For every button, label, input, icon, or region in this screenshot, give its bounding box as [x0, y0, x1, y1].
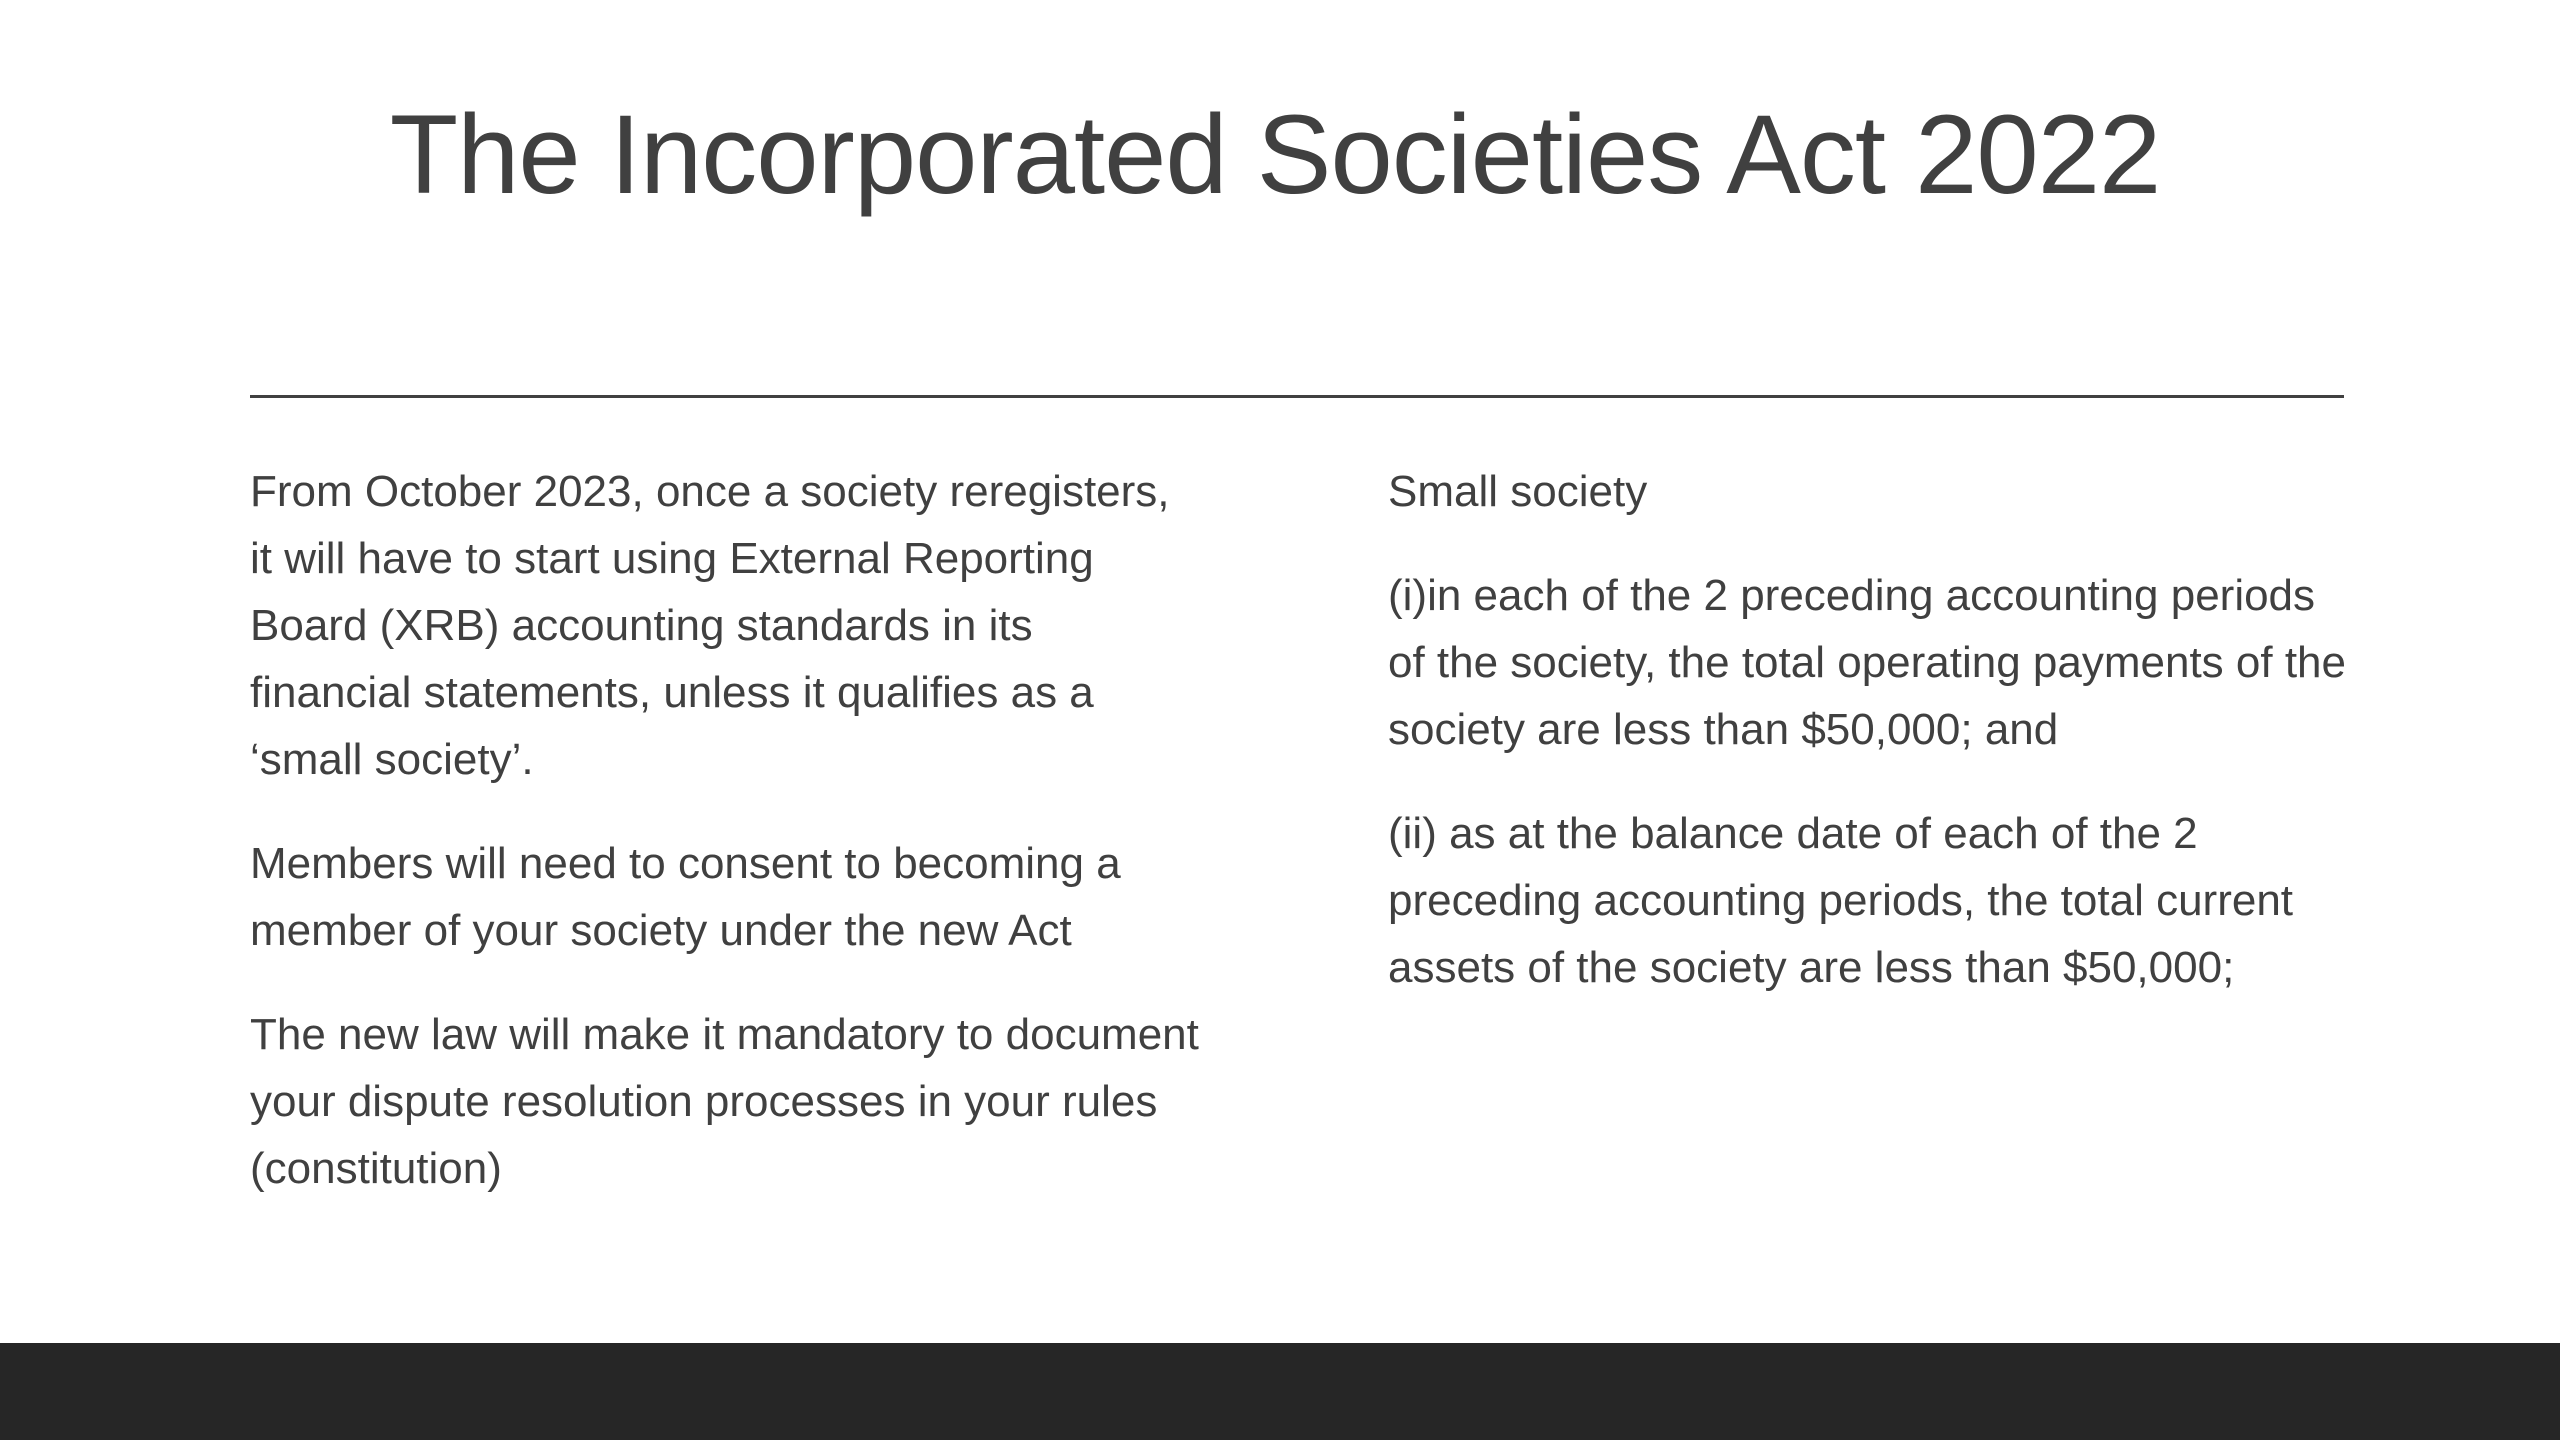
small-society-heading: Small society: [1388, 467, 1648, 516]
left-paragraph-member-consent: Members will need to consent to becoming a member of your society under the new Act: [250, 839, 1121, 955]
left-paragraph-dispute-resolution: The new law will make it mandatory to document your dispute resolution processes in your rules (constitution): [250, 1010, 1199, 1193]
right-paragraph-operating-payments: (i)in each of the 2 preceding accounting periods of the society, the total operating payments of the society are less than $50,000; and: [1388, 571, 2346, 754]
slide-title: The Incorporated Societies Act 2022: [389, 92, 2161, 217]
right-paragraph-current-assets: (ii) as at the balance date of each of the 2 preceding accounting periods, the total current assets of the society are less than $50,000;: [1388, 809, 2294, 992]
left-text-column: [250, 458, 1200, 1239]
right-text-column: [1388, 458, 2348, 1038]
left-paragraph-reregistration: From October 2023, once a society reregisters, it will have to start using External Reporting Board (XRB) accounting standards in its financial statements, unless it qualifies as a ‘small society’.: [250, 467, 1170, 784]
footer-bar: [0, 1343, 2560, 1440]
title-divider: [250, 395, 2344, 398]
